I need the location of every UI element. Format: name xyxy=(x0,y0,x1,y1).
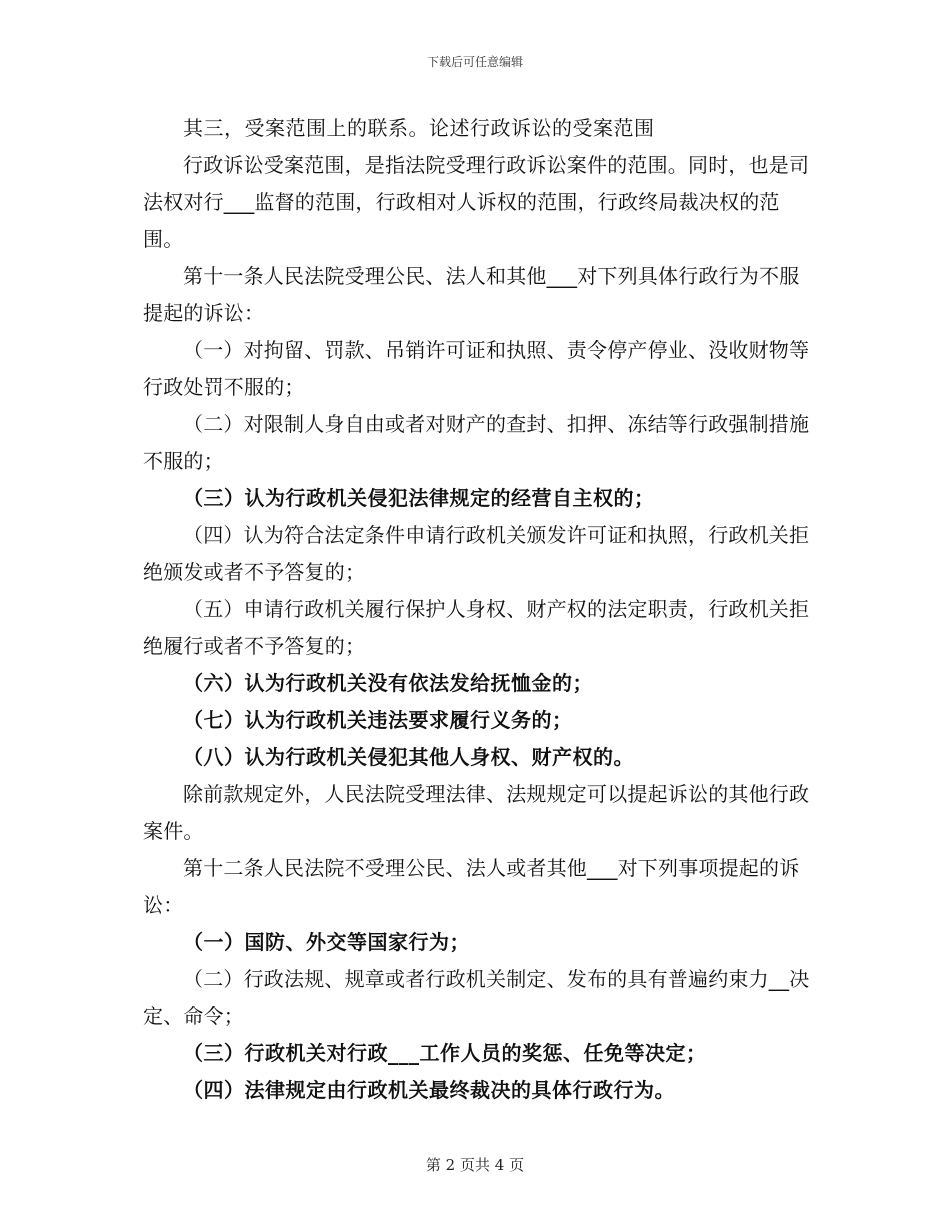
document-body xyxy=(143,110,813,1109)
article-11-item-5: （五）申请行政机关履行保护人身权、财产权的法定职责，行政机关拒绝履行或者不予答复的； xyxy=(143,597,810,658)
article-12-item-4: （四）法律规定由行政机关最终裁决的具体行政行为。 xyxy=(183,1078,675,1102)
article-11-item-2: （二）对限制人身自由或者对财产的查封、扣押、冻结等行政强制措施不服的； xyxy=(143,412,810,473)
paragraph-article-12: 第十二条人民法院不受理公民、法人或者其他___对下列事项提起的诉讼： xyxy=(143,856,800,917)
page-header: 下载后可任意编辑 xyxy=(426,55,523,69)
paragraph-other-cases: 除前款规定外，人民法院受理法律、法规规定可以提起诉讼的其他行政案件。 xyxy=(143,782,810,843)
page-footer: 第 2 页共 4 页 xyxy=(425,1156,525,1174)
article-12-item-1: （一）国防、外交等国家行为； xyxy=(183,930,470,954)
article-12-item-3: （三）行政机关对行政___工作人员的奖惩、任免等决定； xyxy=(183,1041,707,1065)
article-11-item-1: （一）对拘留、罚款、吊销许可证和执照、责令停产停业、没收财物等行政处罚不服的； xyxy=(143,338,810,399)
article-11-item-6: （六）认为行政机关没有依法发给抚恤金的； xyxy=(183,671,593,695)
paragraph-scope-definition: 行政诉讼受案范围，是指法院受理行政诉讼案件的范围。同时，也是司法权对行___监督的范围，行政相对人诉权的范围，行政终局裁决权的范围。 xyxy=(143,153,810,251)
article-11-item-4: （四）认为符合法定条件申请行政机关颁发许可证和执照，行政机关拒绝颁发或者不予答复的； xyxy=(143,523,810,584)
article-11-item-8: （八）认为行政机关侵犯其他人身权、财产权的。 xyxy=(183,745,634,769)
article-11-item-7: （七）认为行政机关违法要求履行义务的； xyxy=(183,708,573,732)
article-12-item-2: （二）行政法规、规章或者行政机关制定、发布的具有普遍约束力__决定、命令； xyxy=(143,967,810,1028)
paragraph-article-11: 第十一条人民法院受理公民、法人和其他___对下列具体行政行为不服提起的诉讼： xyxy=(143,264,800,325)
article-11-item-3: （三）认为行政机关侵犯法律规定的经营自主权的； xyxy=(183,486,655,510)
paragraph-section-heading: 其三，受案范围上的联系。论述行政诉讼的受案范围 xyxy=(183,116,655,140)
